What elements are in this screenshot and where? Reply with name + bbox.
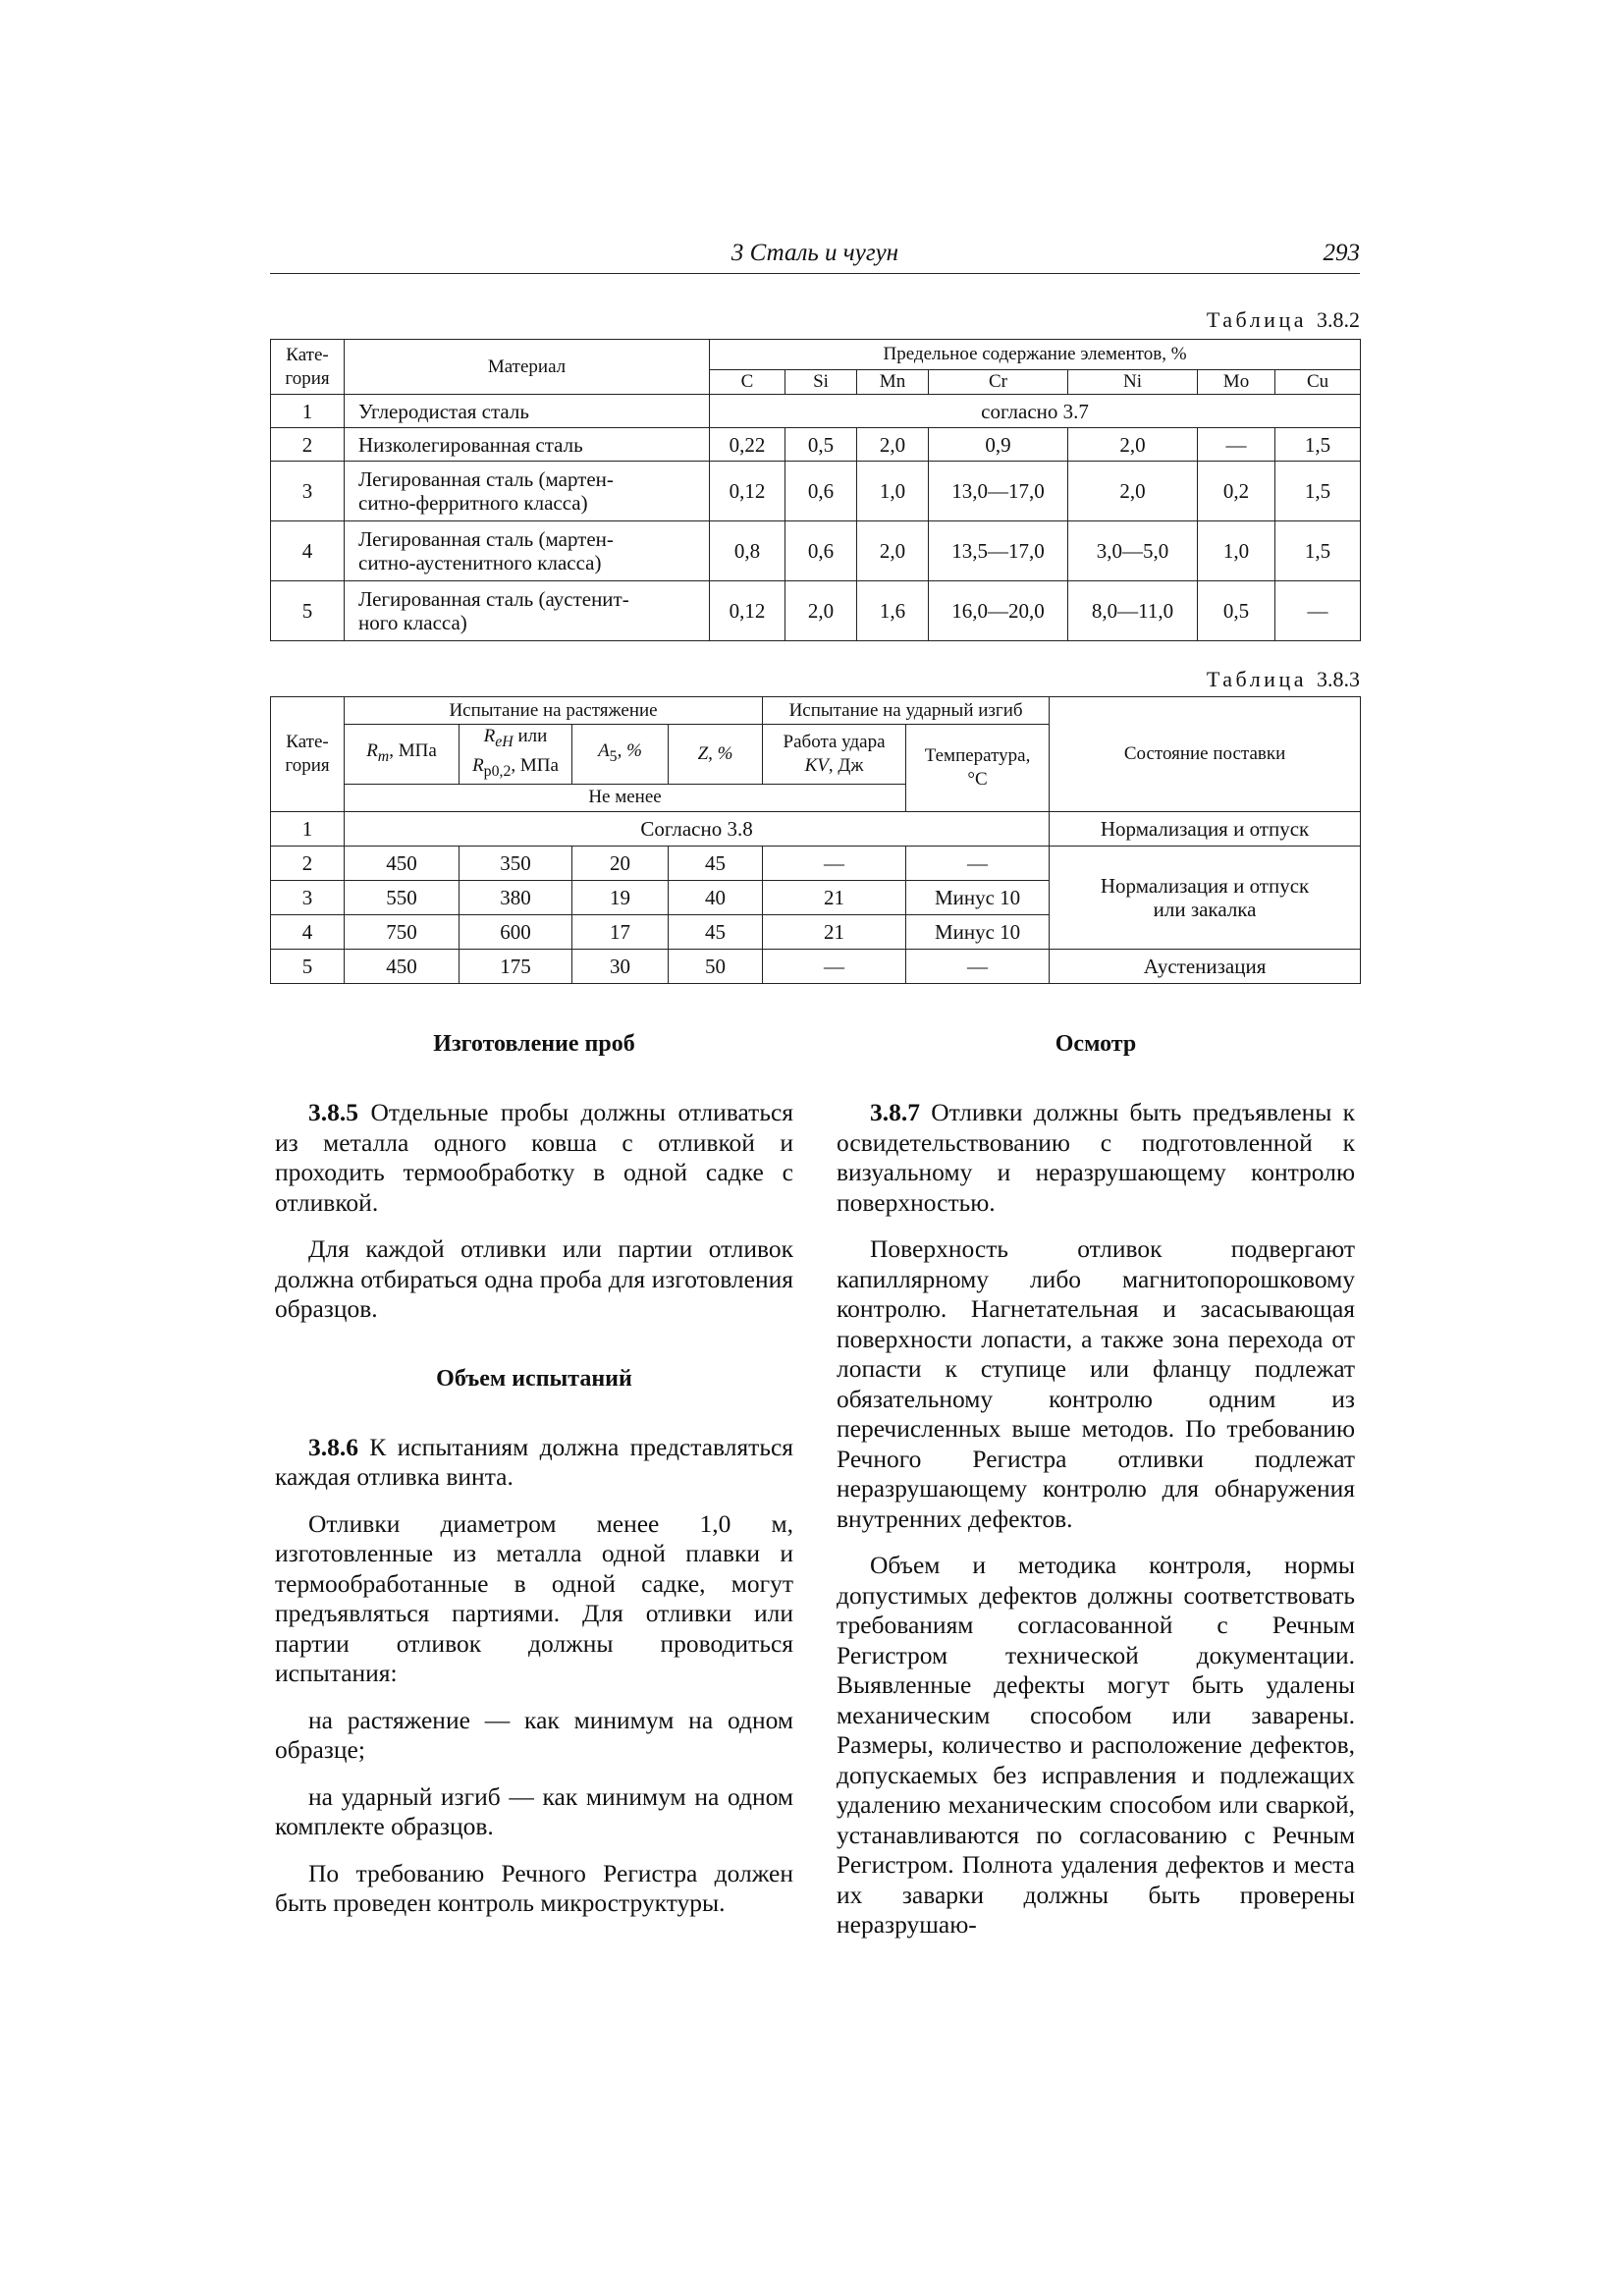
section-heading: Объем испытаний bbox=[436, 1365, 632, 1392]
paragraph: Отливки диаметром менее 1,0 м, изготовленные из металла одной плавки и термообработанные в одной садке, могут предъявляться партиями. Для отливки или партии отливок должны проводиться испытания: bbox=[275, 1508, 793, 1687]
reh-or: или bbox=[513, 726, 548, 746]
table-row bbox=[271, 949, 1361, 983]
cell-material: Легированная сталь (мартен- ситно-аустенитного класса) bbox=[345, 521, 710, 581]
cell-category: 2 bbox=[271, 846, 345, 880]
cell-category: 1 bbox=[271, 395, 345, 428]
section-title: 3 Сталь и чугун bbox=[730, 240, 899, 266]
header-rm bbox=[345, 725, 460, 785]
work-label: Работа удара bbox=[783, 731, 886, 752]
cell-value: 0,6 bbox=[785, 521, 857, 581]
cell-value: 0,9 bbox=[929, 428, 1068, 462]
cell-value: 450 bbox=[345, 949, 460, 983]
header-a5 bbox=[572, 725, 669, 785]
rm-symbol: R bbox=[366, 739, 378, 761]
cell-value: 21 bbox=[763, 880, 906, 914]
table-row bbox=[271, 846, 1361, 880]
header-category: Кате- гория bbox=[271, 340, 345, 395]
cell-value: Минус 10 bbox=[906, 914, 1050, 949]
caption-word: Таблица bbox=[1206, 667, 1307, 691]
header-impact-group: Испытание на ударный изгиб bbox=[763, 697, 1050, 725]
paragraph: Для каждой отливки или партии отливок должна отбираться одна проба для изготовления образцов. bbox=[275, 1234, 793, 1323]
clause-number: 3.8.7 bbox=[870, 1098, 920, 1126]
cell-value: 350 bbox=[460, 846, 572, 880]
paragraph: По требованию Речного Регистра должен быть проведен контроль микроструктуры. bbox=[275, 1858, 793, 1917]
cell-material: Легированная сталь (аустенит- ного класса) bbox=[345, 581, 710, 641]
section-heading: Изготовление проб bbox=[433, 1031, 635, 1057]
clause-number: 3.8.6 bbox=[308, 1432, 358, 1461]
paragraph: Объем и методика контроля, нормы допустимых дефектов должны соответствовать требованиям согласованной с Речным Регистром технической документации. Выявленные дефекты могут быть удалены механическим способом или заварены. Размеры, количество и расположение дефектов, допускаемых без исправления и подлежащих удалению механическим способом или сваркой, устанавливаются по согласованию с Речным Регистром. Полнота удаления дефектов и места их заварки должны быть проверены неразрушаю- bbox=[837, 1551, 1355, 1939]
cell-value: — bbox=[763, 846, 906, 880]
cell-value: 450 bbox=[345, 846, 460, 880]
cell-category: 4 bbox=[271, 521, 345, 581]
cell-value: 175 bbox=[460, 949, 572, 983]
cell-category: 5 bbox=[271, 581, 345, 641]
header-work bbox=[763, 725, 906, 785]
header-element: Cr bbox=[929, 370, 1068, 395]
header-tensile-group: Испытание на растяжение bbox=[345, 697, 763, 725]
cell-value: 17 bbox=[572, 914, 669, 949]
cell-category: 5 bbox=[271, 949, 345, 983]
cell-value: 1,0 bbox=[1198, 521, 1275, 581]
table-caption bbox=[1207, 667, 1360, 692]
cell-material: Низколегированная сталь bbox=[345, 428, 710, 462]
cell-value: 0,12 bbox=[710, 462, 785, 521]
kv-unit: , Дж bbox=[828, 754, 864, 776]
a5-subscript: 5 bbox=[609, 747, 618, 765]
cell-span: согласно 3.7 bbox=[710, 395, 1361, 428]
header-reh bbox=[460, 725, 572, 785]
table-caption bbox=[1207, 307, 1360, 333]
caption-word: Таблица bbox=[1206, 307, 1307, 332]
cell-value: 0,2 bbox=[1198, 462, 1275, 521]
reh-symbol: R bbox=[483, 726, 496, 746]
header-z: Z, % bbox=[669, 725, 763, 785]
cell-value: 550 bbox=[345, 880, 460, 914]
cell-value: 13,0—17,0 bbox=[929, 462, 1068, 521]
section-heading: Осмотр bbox=[1055, 1031, 1137, 1057]
cell-value: 1,5 bbox=[1275, 521, 1361, 581]
cell-value: — bbox=[1198, 428, 1275, 462]
table-header-row bbox=[271, 697, 1361, 725]
rm-unit: , МПа bbox=[389, 739, 437, 761]
cell-value: 2,0 bbox=[785, 581, 857, 641]
header-element: Ni bbox=[1068, 370, 1198, 395]
header-element: Mo bbox=[1198, 370, 1275, 395]
table-row bbox=[271, 428, 1361, 462]
cell-delivery: Аустенизация bbox=[1050, 949, 1361, 983]
cell-value: 2,0 bbox=[1068, 428, 1198, 462]
header-material: Материал bbox=[345, 340, 710, 395]
cell-value: 380 bbox=[460, 880, 572, 914]
cell-value: 40 bbox=[669, 880, 763, 914]
cell-category: 2 bbox=[271, 428, 345, 462]
right-column bbox=[837, 1029, 1355, 1941]
cell-value: 0,5 bbox=[785, 428, 857, 462]
cell-value: 50 bbox=[669, 949, 763, 983]
cell-value: 1,0 bbox=[857, 462, 929, 521]
page-number: 293 bbox=[1323, 240, 1360, 266]
cell-delivery: Нормализация и отпуск bbox=[1050, 811, 1361, 846]
header-element-limits: Предельное содержание элементов, % bbox=[710, 340, 1361, 370]
rp-symbol: R bbox=[472, 754, 484, 776]
caption-number: 3.8.2 bbox=[1317, 307, 1360, 332]
header-category: Кате- гория bbox=[271, 697, 345, 812]
rp-subscript: р0,2 bbox=[483, 762, 512, 780]
paragraph-text: Отливки должны быть предъявлены к освидетельствованию с подготовленной к визуальному и неразрушающему контролю поверхностью. bbox=[837, 1098, 1355, 1217]
cell-category: 1 bbox=[271, 811, 345, 846]
running-header bbox=[270, 240, 1360, 274]
header-element: Si bbox=[785, 370, 857, 395]
cell-value: — bbox=[906, 949, 1050, 983]
cell-value: 2,0 bbox=[857, 521, 929, 581]
header-not-less: Не менее bbox=[345, 784, 906, 811]
left-column bbox=[275, 1029, 793, 1919]
cell-value: 600 bbox=[460, 914, 572, 949]
cell-value: 1,5 bbox=[1275, 462, 1361, 521]
cell-delivery-merged: Нормализация и отпуск или закалка bbox=[1050, 846, 1361, 949]
mechanical-properties-table bbox=[270, 696, 1361, 984]
element-content-table bbox=[270, 339, 1361, 641]
header-element: Mn bbox=[857, 370, 929, 395]
header-temperature: Температура, °C bbox=[906, 725, 1050, 812]
paragraph bbox=[275, 1433, 793, 1493]
cell-category: 3 bbox=[271, 462, 345, 521]
paragraph bbox=[275, 1098, 793, 1218]
cell-value: 13,5—17,0 bbox=[929, 521, 1068, 581]
cell-span: Согласно 3.8 bbox=[345, 811, 1050, 846]
paragraph-text: К испытаниям должна представляться каждая отливка винта. bbox=[275, 1432, 793, 1491]
table-row bbox=[271, 395, 1361, 428]
cell-value: 1,6 bbox=[857, 581, 929, 641]
cell-value: 0,22 bbox=[710, 428, 785, 462]
cell-value: Минус 10 bbox=[906, 880, 1050, 914]
cell-value: 19 bbox=[572, 880, 669, 914]
cell-value: 45 bbox=[669, 846, 763, 880]
kv-symbol: KV bbox=[804, 754, 829, 776]
cell-value: 21 bbox=[763, 914, 906, 949]
paragraph-text: Отдельные пробы должны отливаться из металла одного ковша с отливкой и проходить термообработку в одной садке с отливкой. bbox=[275, 1098, 793, 1217]
paragraph: на ударный изгиб — как минимум на одном комплекте образцов. bbox=[275, 1781, 793, 1840]
cell-value: 16,0—20,0 bbox=[929, 581, 1068, 641]
cell-value: 0,5 bbox=[1198, 581, 1275, 641]
table-row bbox=[271, 521, 1361, 581]
table-row bbox=[271, 811, 1361, 846]
a5-unit: , % bbox=[617, 739, 642, 761]
cell-value: 2,0 bbox=[857, 428, 929, 462]
cell-category: 3 bbox=[271, 880, 345, 914]
cell-value: 45 bbox=[669, 914, 763, 949]
paragraph bbox=[837, 1098, 1355, 1218]
cell-value: 0,6 bbox=[785, 462, 857, 521]
rp-unit: , МПа bbox=[511, 754, 559, 776]
header-element: Cu bbox=[1275, 370, 1361, 395]
cell-value: — bbox=[1275, 581, 1361, 641]
clause-number: 3.8.5 bbox=[308, 1098, 358, 1126]
rm-subscript: m bbox=[377, 747, 390, 765]
header-delivery: Состояние поставки bbox=[1050, 697, 1361, 812]
cell-category: 4 bbox=[271, 914, 345, 949]
cell-value: 2,0 bbox=[1068, 462, 1198, 521]
cell-value: 0,12 bbox=[710, 581, 785, 641]
caption-number: 3.8.3 bbox=[1317, 667, 1360, 691]
table-row bbox=[271, 462, 1361, 521]
cell-value: — bbox=[906, 846, 1050, 880]
cell-value: 1,5 bbox=[1275, 428, 1361, 462]
table-header-row bbox=[271, 340, 1361, 370]
cell-value: 8,0—11,0 bbox=[1068, 581, 1198, 641]
cell-material: Легированная сталь (мартен- ситно-ферритного класса) bbox=[345, 462, 710, 521]
cell-value: — bbox=[763, 949, 906, 983]
cell-material: Углеродистая сталь bbox=[345, 395, 710, 428]
paragraph: Поверхность отливок подвергают капиллярному либо магнитопорошковому контролю. Нагнетательная и засасывающая поверхности лопасти, а также зона перехода от лопасти к ступице или фланцу подлежат обязательному контролю одним из перечисленных выше методов. По требованию Речного Регистра отливки подлежат неразрушающему контролю для обнаружения внутренних дефектов. bbox=[837, 1234, 1355, 1533]
cell-value: 3,0—5,0 bbox=[1068, 521, 1198, 581]
cell-value: 0,8 bbox=[710, 521, 785, 581]
cell-value: 20 bbox=[572, 846, 669, 880]
paragraph: на растяжение — как минимум на одном образце; bbox=[275, 1705, 793, 1764]
cell-value: 30 bbox=[572, 949, 669, 983]
cell-value: 750 bbox=[345, 914, 460, 949]
header-element: C bbox=[710, 370, 785, 395]
reh-subscript: eH bbox=[495, 733, 514, 750]
table-row bbox=[271, 581, 1361, 641]
a5-symbol: A bbox=[598, 739, 610, 761]
